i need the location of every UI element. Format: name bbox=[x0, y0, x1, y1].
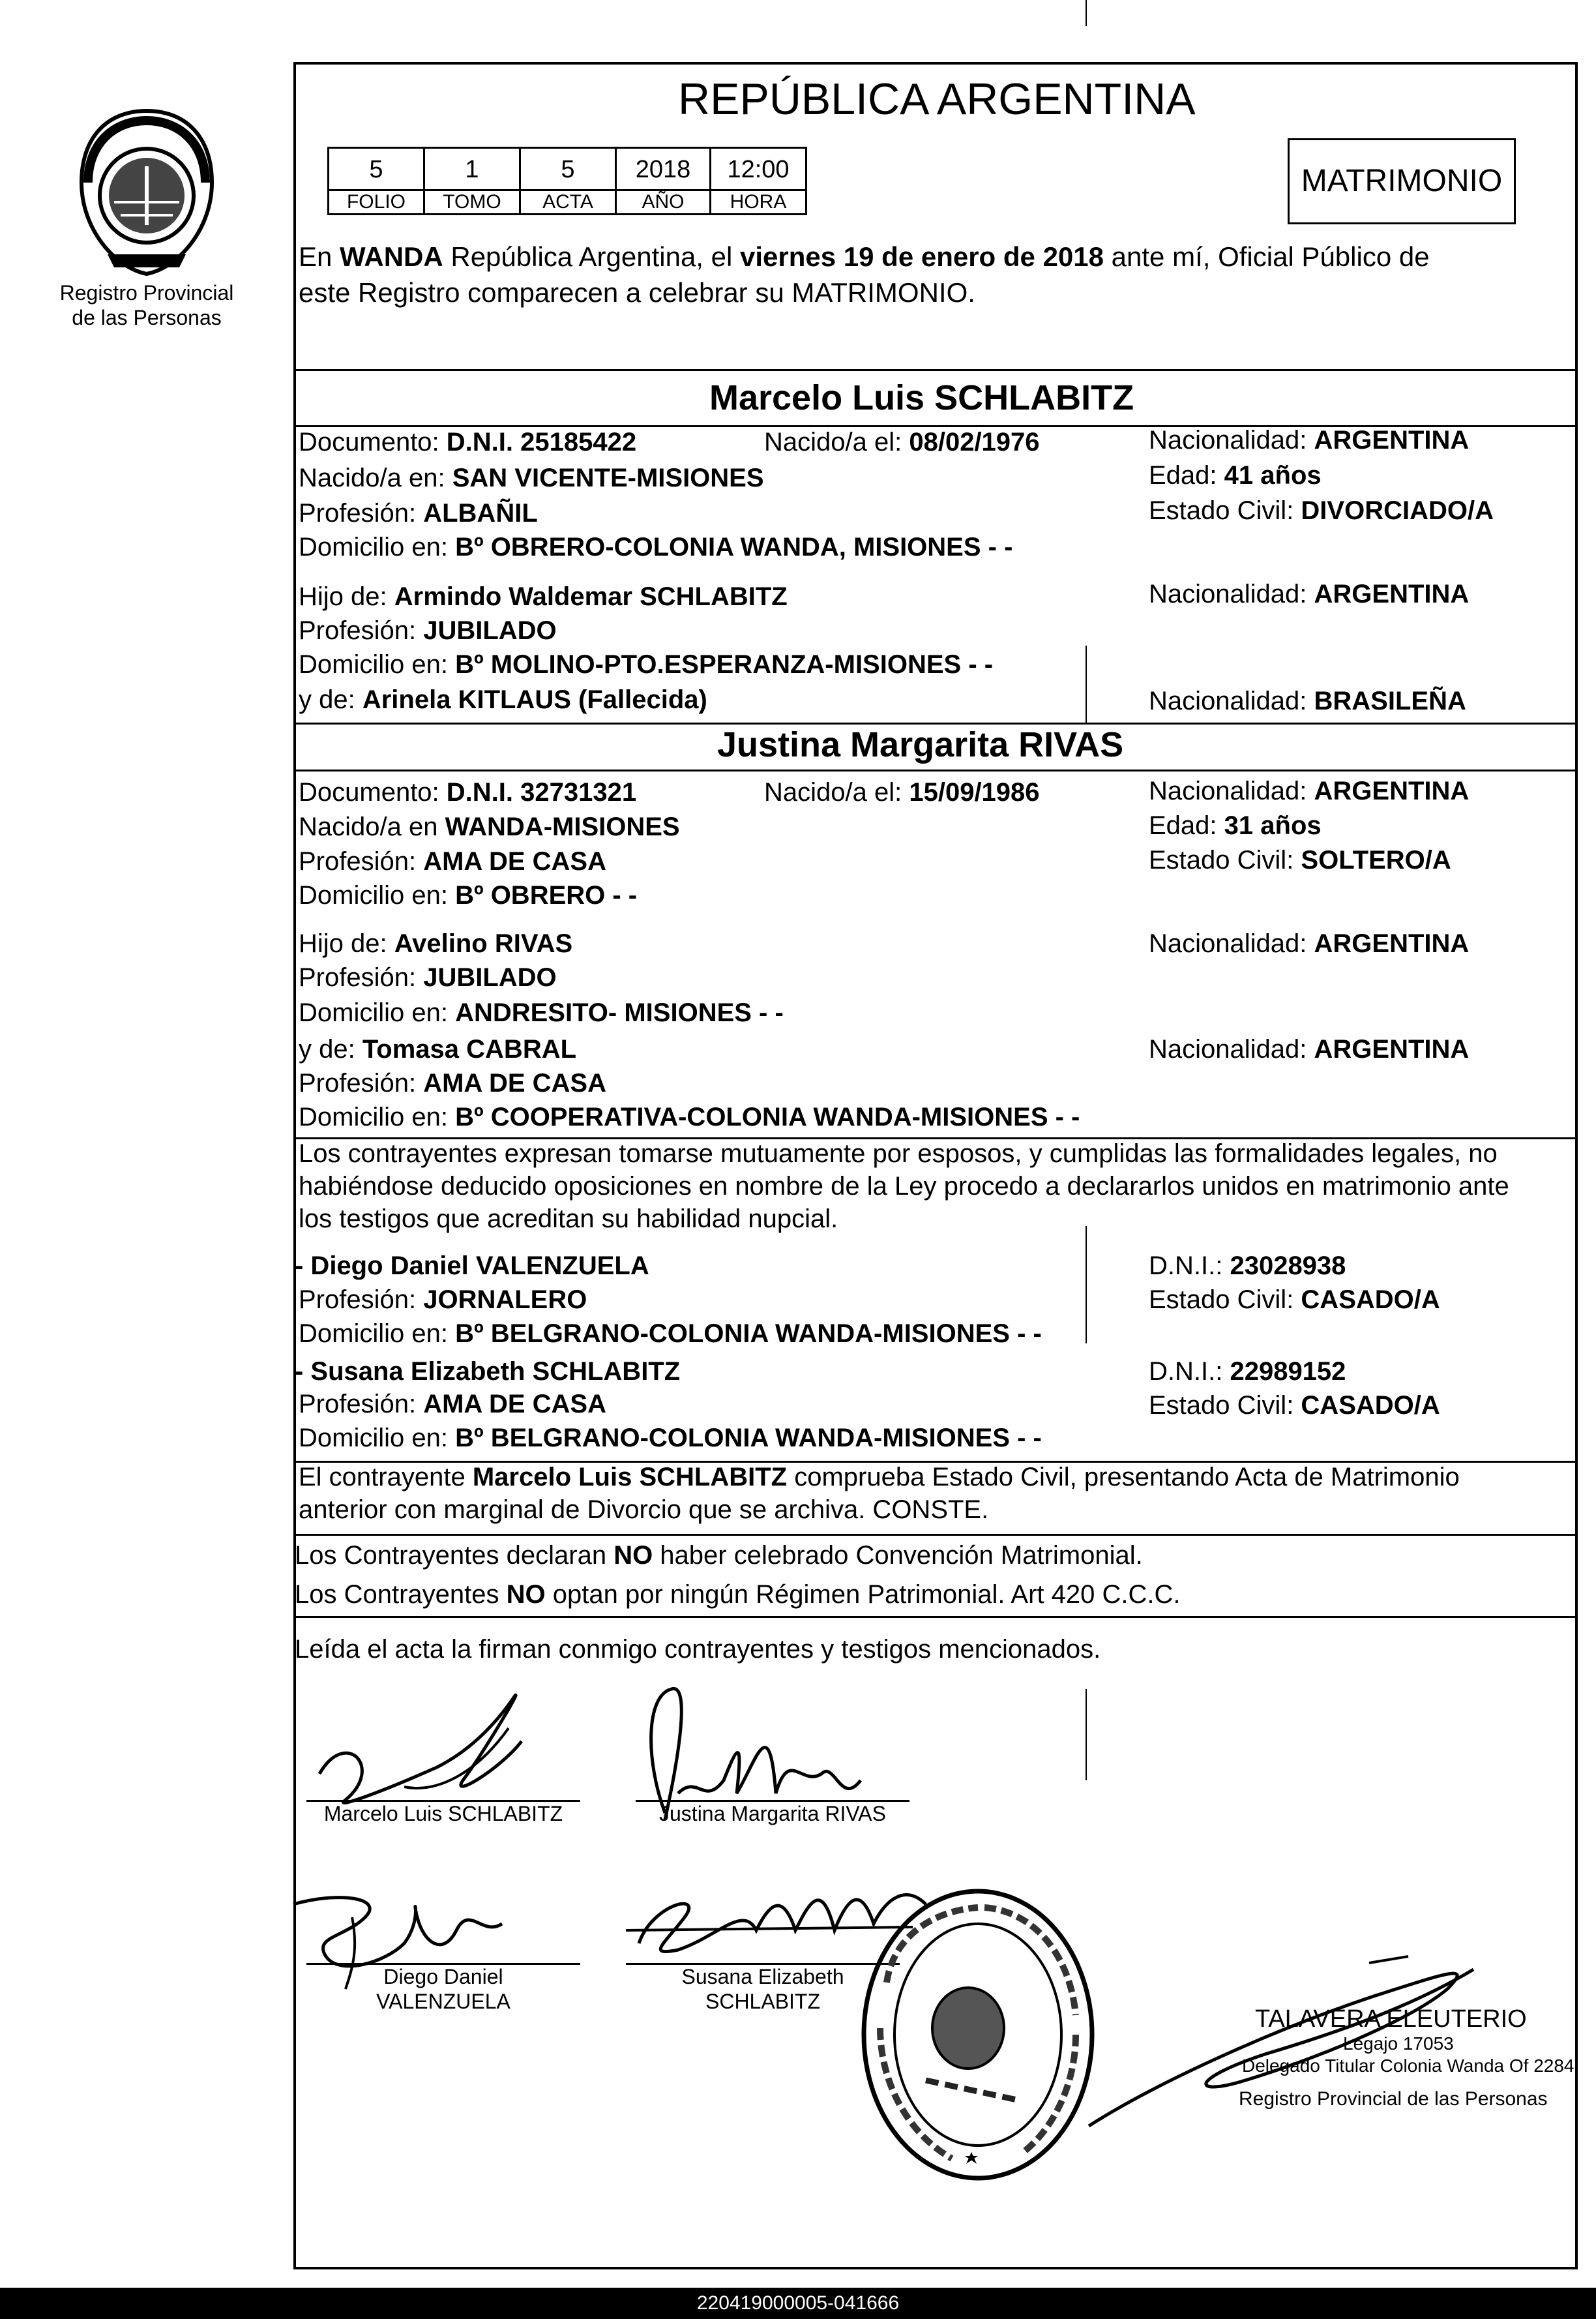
intro-date: viernes 19 de enero de 2018 bbox=[740, 241, 1104, 272]
intro-text-2: República Argentina, el bbox=[443, 241, 740, 272]
value: WANDA-MISIONES bbox=[445, 813, 680, 841]
value: JUBILADO bbox=[423, 963, 557, 992]
regime-text: Los Contrayentes bbox=[295, 1580, 507, 1609]
spouse1-civil-status bbox=[1149, 496, 1494, 526]
value: 23028938 bbox=[1230, 1251, 1346, 1280]
value: ANDRESITO- MISIONES - - bbox=[455, 998, 784, 1027]
official-stamp-icon bbox=[854, 1885, 1102, 2185]
spouse1-father-nationality bbox=[1149, 579, 1469, 609]
registry-logo-caption bbox=[39, 280, 254, 330]
spouse2-name: Justina Margarita RIVAS bbox=[717, 725, 1124, 764]
label: Nacionalidad: bbox=[1149, 929, 1314, 958]
regime-no: NO bbox=[613, 1541, 653, 1570]
officer-name: TALAVERA ELEUTERIO bbox=[1255, 2005, 1527, 2033]
value: ARGENTINA bbox=[1314, 1035, 1470, 1064]
value: Bº BELGRANO-COLONIA WANDA-MISIONES - - bbox=[455, 1424, 1042, 1452]
spouse1-nationality bbox=[1149, 425, 1469, 455]
registry-logo bbox=[68, 104, 225, 280]
spouse2-birthplace bbox=[299, 812, 680, 842]
intro-text-1: En bbox=[299, 241, 340, 272]
value: ALBAÑIL bbox=[423, 499, 538, 528]
hour-value: 12:00 bbox=[709, 147, 807, 191]
spouse2-civil-status bbox=[1149, 845, 1451, 875]
label: Documento: bbox=[299, 428, 447, 456]
value: SOLTERO/A bbox=[1301, 846, 1451, 875]
label: Hijo de: bbox=[299, 582, 394, 611]
spouse1-father-address bbox=[299, 650, 993, 680]
page-title: REPÚBLICA ARGENTINA bbox=[678, 74, 1196, 124]
intro-line-1 bbox=[299, 241, 1430, 273]
declaration-line-2: habiéndose deducido oposiciones en nombre de la Ley procedo a declararlos unidos en matrimonio ante bbox=[299, 1172, 1509, 1201]
label: Profesión: bbox=[299, 1285, 424, 1314]
label: Domicilio en: bbox=[299, 650, 456, 679]
value: D.N.I. 32731321 bbox=[446, 778, 637, 807]
label: Nacido/a el: bbox=[764, 778, 909, 807]
label: Documento: bbox=[299, 778, 447, 807]
value: JUBILADO bbox=[423, 616, 557, 645]
label: Nacido/a el: bbox=[764, 428, 909, 456]
label: Nacido/a en bbox=[299, 813, 445, 841]
value: BRASILEÑA bbox=[1314, 687, 1466, 715]
declaration-line-1: Los contrayentes expresan tomarse mutuamente por esposos, y cumplidas las formalidades legales, no bbox=[299, 1139, 1498, 1168]
value: AMA DE CASA bbox=[423, 1069, 606, 1098]
divider bbox=[295, 723, 1576, 725]
spouse2-mother-profession bbox=[299, 1068, 606, 1098]
regime-text: haber celebrado Convención Matrimonial. bbox=[653, 1541, 1143, 1570]
spouse2-address bbox=[299, 880, 637, 910]
label: Estado Civil: bbox=[1149, 496, 1301, 525]
value: 22989152 bbox=[1230, 1357, 1346, 1386]
intro-city: WANDA bbox=[340, 241, 443, 272]
spouse1-mother bbox=[299, 685, 707, 715]
label: Profesión: bbox=[299, 499, 424, 528]
document-footer-code: 220419000005-041666 bbox=[0, 2288, 1596, 2319]
regime-line-1 bbox=[295, 1540, 1143, 1570]
spouse1-father-profession bbox=[299, 616, 557, 646]
divider bbox=[295, 1534, 1576, 1536]
value: Bº OBRERO-COLONIA WANDA, MISIONES - - bbox=[455, 533, 1013, 561]
certificate-type: MATRIMONIO bbox=[1301, 164, 1503, 198]
scan-artifact-line bbox=[1086, 1226, 1087, 1343]
spouse2-document bbox=[299, 777, 636, 807]
label: y de: bbox=[299, 685, 362, 714]
value: JORNALERO bbox=[423, 1285, 587, 1314]
value: Bº BELGRANO-COLONIA WANDA-MISIONES - - bbox=[455, 1319, 1042, 1348]
spouse2-mother-nationality bbox=[1149, 1034, 1469, 1064]
acta-value: 5 bbox=[519, 147, 617, 191]
value: DIVORCIADO/A bbox=[1301, 496, 1494, 525]
witness1-civil-status bbox=[1149, 1285, 1440, 1315]
value: ARGENTINA bbox=[1314, 426, 1470, 455]
value: AMA DE CASA bbox=[423, 847, 606, 876]
scan-artifact-line bbox=[1086, 0, 1087, 26]
value: ARGENTINA bbox=[1314, 929, 1470, 958]
signature-caption-diego-1: Diego Daniel bbox=[383, 1965, 503, 1988]
officer-role: Delegado Titular Colonia Wanda Of 2284 bbox=[1242, 2056, 1574, 2076]
signature-caption-diego-2: VALENZUELA bbox=[376, 1990, 510, 2013]
witness2-civil-status bbox=[1149, 1390, 1440, 1420]
spouse2-father-nationality bbox=[1149, 929, 1469, 959]
value: CASADO/A bbox=[1301, 1391, 1440, 1420]
certificate-type-box bbox=[1288, 138, 1516, 224]
acta-label: ACTA bbox=[519, 189, 617, 215]
value: ARGENTINA bbox=[1314, 777, 1470, 805]
label: Domicilio en: bbox=[299, 1424, 456, 1452]
signature-caption-susana-2: SCHLABITZ bbox=[705, 1990, 821, 2013]
declaration-line-3: los testigos que acreditan su habilidad nupcial. bbox=[299, 1204, 838, 1233]
label: Domicilio en: bbox=[299, 881, 456, 910]
officer-legajo: Legajo 17053 bbox=[1343, 2033, 1454, 2054]
label: Estado Civil: bbox=[1149, 1391, 1301, 1420]
spouse1-address bbox=[299, 532, 1012, 562]
witness2-address bbox=[299, 1423, 1042, 1453]
note-line-1 bbox=[299, 1462, 1460, 1492]
regime-no: NO bbox=[506, 1580, 546, 1609]
label: y de: bbox=[299, 1035, 362, 1064]
intro-line-2: este Registro comparecen a celebrar su MATRIMONIO. bbox=[299, 277, 975, 308]
value: AMA DE CASA bbox=[423, 1390, 606, 1418]
divider bbox=[295, 1616, 1576, 1618]
value: D.N.I. 25185422 bbox=[446, 428, 637, 456]
label: Domicilio en: bbox=[299, 1319, 456, 1348]
spouse2-age bbox=[1149, 811, 1322, 841]
label: Estado Civil: bbox=[1149, 846, 1301, 875]
witness1-profession bbox=[299, 1285, 587, 1315]
value: 08/02/1976 bbox=[909, 428, 1040, 456]
value: 31 años bbox=[1224, 811, 1322, 840]
logo-caption-line2: de las Personas bbox=[72, 306, 222, 329]
label: Edad: bbox=[1149, 811, 1224, 840]
regime-text: optan por ningún Régimen Patrimonial. Art 420 C.C.C. bbox=[545, 1580, 1181, 1609]
value: Bº MOLINO-PTO.ESPERANZA-MISIONES - - bbox=[455, 650, 994, 679]
label: D.N.I.: bbox=[1149, 1357, 1230, 1386]
folio-value: 5 bbox=[327, 147, 425, 191]
tomo-label: TOMO bbox=[423, 189, 521, 215]
scan-artifact-line bbox=[1086, 1689, 1087, 1780]
witness1-name: - Diego Daniel VALENZUELA bbox=[295, 1251, 649, 1280]
value: Bº OBRERO - - bbox=[455, 881, 638, 910]
witness1-address bbox=[299, 1319, 1042, 1349]
spouse1-birthdate bbox=[764, 427, 1040, 457]
label: Domicilio en: bbox=[299, 1103, 456, 1131]
note-name: Marcelo Luis SCHLABITZ bbox=[472, 1463, 788, 1491]
signature-caption-justina: Justina Margarita RIVAS bbox=[659, 1802, 886, 1825]
scan-artifact-line bbox=[1086, 646, 1087, 724]
value: Avelino RIVAS bbox=[394, 929, 573, 958]
label: Domicilio en: bbox=[299, 998, 456, 1027]
witness1-dni bbox=[1149, 1251, 1346, 1281]
year-value: 2018 bbox=[615, 147, 711, 191]
spouse1-father bbox=[299, 582, 788, 612]
spouse1-mother-nationality bbox=[1149, 686, 1466, 716]
label: Hijo de: bbox=[299, 929, 394, 958]
value: Arinela KITLAUS (Fallecida) bbox=[362, 685, 707, 714]
spouse2-father bbox=[299, 929, 572, 959]
officer-organization: Registro Provincial de las Personas bbox=[1239, 2088, 1548, 2110]
spouse2-mother-address bbox=[299, 1102, 1080, 1132]
value: CASADO/A bbox=[1301, 1285, 1440, 1314]
value: Bº COOPERATIVA-COLONIA WANDA-MISIONES - - bbox=[455, 1103, 1080, 1131]
regime-text: Los Contrayentes declaran bbox=[295, 1541, 614, 1570]
label: Nacionalidad: bbox=[1149, 777, 1314, 805]
spouse2-mother bbox=[299, 1034, 576, 1064]
intro-text-3: ante mí, Oficial Público de bbox=[1104, 241, 1430, 272]
label: Profesión: bbox=[299, 847, 424, 876]
spouse1-age bbox=[1149, 460, 1322, 490]
value: 41 años bbox=[1224, 461, 1322, 490]
label: Nacionalidad: bbox=[1149, 687, 1314, 715]
label: Profesión: bbox=[299, 963, 424, 992]
label: D.N.I.: bbox=[1149, 1251, 1230, 1280]
label: Profesión: bbox=[299, 1069, 424, 1098]
label: Estado Civil: bbox=[1149, 1285, 1301, 1314]
note-text-2: comprueba Estado Civil, presentando Acta de Matrimonio bbox=[787, 1463, 1460, 1491]
note-line-2: anterior con marginal de Divorcio que se archiva. CONSTE. bbox=[299, 1495, 989, 1524]
regime-line-2 bbox=[295, 1579, 1181, 1609]
spouse1-profession bbox=[299, 498, 538, 528]
label: Nacionalidad: bbox=[1149, 1035, 1314, 1064]
label: Profesión: bbox=[299, 616, 424, 645]
label: Nacionalidad: bbox=[1149, 426, 1314, 455]
spouse2-birthdate bbox=[764, 777, 1040, 807]
province-seal-icon bbox=[68, 104, 225, 280]
label: Profesión: bbox=[299, 1390, 424, 1418]
label: Edad: bbox=[1149, 461, 1224, 490]
hour-label: HORA bbox=[709, 189, 807, 215]
value: ARGENTINA bbox=[1314, 580, 1470, 608]
folio-label: FOLIO bbox=[327, 189, 425, 215]
witness2-name: - Susana Elizabeth SCHLABITZ bbox=[295, 1357, 681, 1386]
divider bbox=[295, 369, 1576, 371]
witness2-profession bbox=[299, 1389, 606, 1419]
closing-statement: Leída el acta la firman conmigo contrayentes y testigos mencionados. bbox=[295, 1635, 1101, 1664]
witness2-dni bbox=[1149, 1356, 1346, 1386]
note-text-1: El contrayente bbox=[299, 1463, 473, 1491]
year-label: AÑO bbox=[615, 189, 711, 215]
spouse2-profession bbox=[299, 846, 606, 876]
spouse1-document bbox=[299, 427, 636, 457]
spouse1-name: Marcelo Luis SCHLABITZ bbox=[709, 378, 1134, 417]
value: SAN VICENTE-MISIONES bbox=[452, 464, 764, 492]
value: Armindo Waldemar SCHLABITZ bbox=[394, 582, 788, 611]
value: 15/09/1986 bbox=[909, 778, 1040, 807]
spouse2-nationality bbox=[1149, 776, 1469, 806]
spouse1-birthplace bbox=[299, 463, 764, 493]
spouse2-father-profession bbox=[299, 963, 557, 993]
signature-caption-susana-1: Susana Elizabeth bbox=[681, 1965, 844, 1988]
value: Tomasa CABRAL bbox=[362, 1035, 577, 1064]
label: Domicilio en: bbox=[299, 533, 456, 561]
label: Nacido/a en: bbox=[299, 464, 452, 492]
label: Nacionalidad: bbox=[1149, 580, 1314, 608]
spouse2-father-address bbox=[299, 998, 784, 1028]
tomo-value: 1 bbox=[423, 147, 521, 191]
logo-caption-line1: Registro Provincial bbox=[59, 281, 234, 305]
divider bbox=[295, 770, 1576, 771]
signature-caption-marcelo: Marcelo Luis SCHLABITZ bbox=[323, 1802, 563, 1825]
